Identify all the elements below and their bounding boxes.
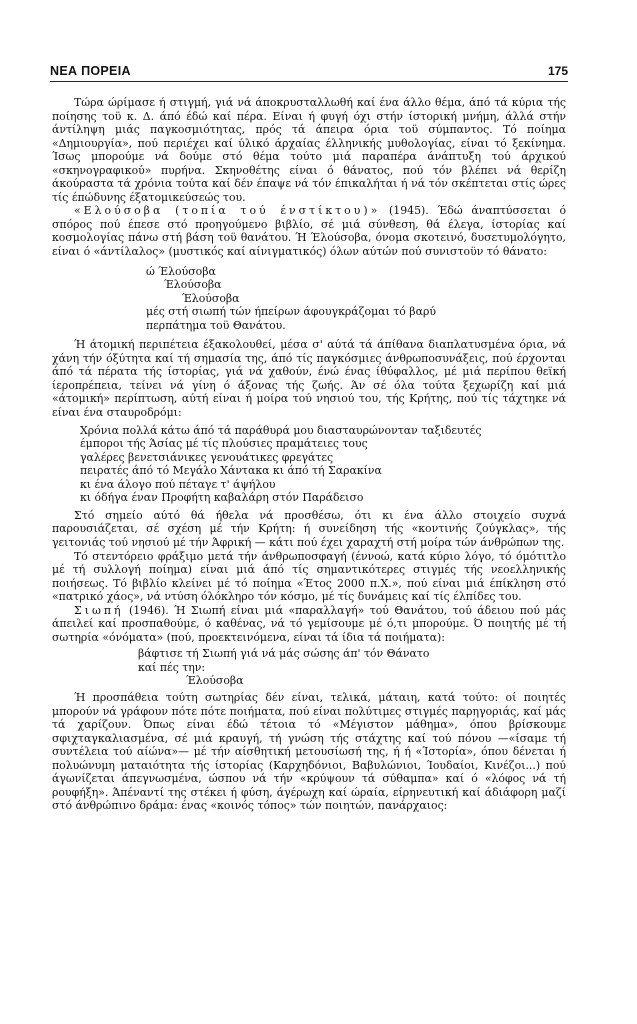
paragraph-6 bbox=[52, 604, 566, 645]
paragraph-3: Ή άτομική περιπέτεια έξακολουθεί, μέσα σ' αύτά τά άπίθανα διαπλατυσμένα όρια, νά χάνη τήν όξύτητα καί τή σημασία της, άπό τίς παγκόσμιες άνθρωποσυνάξεις, πού έρχονται άπό τά πέρατα τής ίστορίας, γιά νά χαθούν, ένώ ένας ίθύφαλλος, μέ μιά περίπου θεϊκή ίεροπρέπεια, τείνει νά γίνη ό άξονας τής ζωής. Άν σέ όλα τούτα ξεχωρίζη καί μιά «άτομική» περίπτωση, αύτή είναι ή μοίρα τού νησιού του, τής Κρήτης, πού τίς τάχτηκε νά είναι ένα σταυροδρόμι: bbox=[52, 338, 566, 420]
verse-quote-2 bbox=[80, 424, 566, 505]
verse-line: καί πές την: bbox=[138, 660, 206, 674]
paragraph-1: Τώρα ώρίμασε ή στιγμή, γιά νά άποκρυσταλλωθή καί ένα άλλο θέμα, άπό τά κύρια τής ποίησης τοϋ κ. Δ. άπό έδώ καί πέρα. Είναι ή φυγή όχι στήν ίστορική μνήμη, άλλά στήν άντίληψη μιάς παγκοσμιότητας, πρός τά άπειρα όρια τοϋ σύμπαντος. Τό ποίημα «Δημιουργία», πού περιέχει καί ύλικό άρχαίας έλληνικής μυθολογίας, είναι τό ξεκίνημα. Ίσως μπορούμε νά δούμε στό θέμα τούτο μιά παραπέρα άνάπτυξη τού άρχικού «σκηνογραφικού» πυρήνα. Σκηνοθέτης είναι ό θάνατος, πού τόν βλέπει νά θερίζη άκούραστα τά χρόνια τούτα καί δέν έπαψε νά τόν έπικαλήται ή νά τόν σκέπτεται στίς ώρες τίς έπώδυνης έξατομικεύσεώς του. bbox=[52, 96, 566, 204]
book-title-elousova: «Ελούσοβα (τοπία τού ένστίκτου)» bbox=[74, 204, 381, 218]
verse-line: κι όδήγα έναν Προφήτη καβαλάρη στόν Παράδεισο bbox=[80, 491, 364, 505]
verse-quote-3 bbox=[138, 647, 566, 688]
journal-title: ΝΕΑ ΠΟΡΕΙΑ bbox=[50, 64, 131, 78]
verse-line: έμποροι τής Άσίας μέ τίς πλούσιες πραμάτειες τους bbox=[80, 437, 368, 451]
article-body bbox=[52, 96, 566, 813]
verse-line: πειρατές άπό τό Μεγάλο Χάντακα κι άπό τή Σαρακίνα bbox=[80, 464, 382, 478]
verse-line: μές στή σιωπή τών ήπείρων άφουγκράζομαι τό βαρύ bbox=[146, 305, 436, 319]
paragraph-4: Στό σημείο αύτό θά ήθελα νά προσθέσω, ότι κι ένα άλλο στοιχείο συχνά παρουσιάζεται, σέ σχέση μέ τήν Κρήτη: ή συνείδηση τής «κοντινής ζούγκλας», τής γειτονιάς τού νησιού μέ τήν Άφρική — κάτι πού έχει χαραχτή στή μοίρα τών άνθρώπων της. bbox=[52, 508, 566, 549]
verse-line: Έλούσοβα bbox=[186, 674, 244, 688]
verse-line: Έλούσοβα bbox=[182, 291, 240, 305]
paragraph-6-text: (1946). Ή Σιωπή είναι μιά «παραλλαγή» τού Θανάτου, τού άδειου πού μάς άπειλεί καί προσπαθούμε, ό καθένας, νά τό γεμίσουμε μέ ό,τι μπορούμε. Ό ποιητής μέ τή σωτηρία «όνόματα» (πού, προεκτεινόμενα, είναι τά ίδια τά ποιήματα): bbox=[52, 603, 566, 644]
paragraph-2-text: (1945). Έδώ άναπτύσσεται ό σπόρος πού έπεσε στό προηγούμενο βιβλίο, σέ μιά σύνθεση, θά έλεγα, ίστορίας καί κοσμολογίας πάνω στή βάση τοϋ θανάτου. Ή Έλούσοβα, όνομα σκοτεινό, δυσετυμολόγητο, είναι ό «άντίλαλος» (μυστικός καί αίνιγματικός) όλων αύτών πού συνιστοϋν τό θάνατο: bbox=[52, 204, 567, 259]
paragraph-5: Τό στεντόρειο φράξιμο μετά τήν άνθρωποσφαγή (έννοώ, κατά κύριο λόγο, τό όμότιτλο μέ τή συλλογή ποίημα) είναι μιά άπό τίς σημαντικότερες στιγμές τής νεοελληνικής ποιήσεως. Τό βιβλίο κλείνει μέ τό ποίημα «Έτος 2000 π.Χ.», πού είναι μιά έπίκληση στό «πατρικό χάος», νά ντύση όλόκληρο τόν κόσμο, μέ τίς δυνάμεις καί τίς έλπίδες του. bbox=[52, 549, 566, 604]
verse-line: Έλούσοβα bbox=[164, 278, 222, 292]
verse-line: ώ Έλούσοβα bbox=[146, 264, 216, 278]
page-number: 175 bbox=[547, 64, 568, 78]
verse-line: Χρόνια πολλά κάτω άπό τά παράθυρά μου διασταυρώνονταν ταξιδευτές bbox=[80, 423, 482, 437]
verse-line: βάφτισε τή Σιωπή γιά νά μάς σώσης άπ' τόν Θάνατο bbox=[138, 647, 430, 661]
verse-line: γαλέρες βενετσιάνικες γενουάτικες φρεγάτες bbox=[80, 450, 334, 464]
verse-line: κι ένα άλογο πού πέταγε τ' άψήλου bbox=[80, 477, 276, 491]
running-header bbox=[50, 64, 568, 82]
verse-quote-1 bbox=[146, 265, 566, 333]
book-title-siopi: Σιωπή bbox=[74, 603, 124, 617]
paragraph-2 bbox=[52, 204, 566, 258]
paragraph-7: Ή προσπάθεια τούτη σωτηρίας δέν είναι, τελικά, μάταιη, κατά τούτο: οί ποιητές μπορούν νά γράφουν πότε πότε ποιήματα, πού είναι πολύτιμες στιγμές παρηγοριάς, καί μάς τά χαρίζουν. Όπως είναι έδώ τέτοια τό «Μέγιστον μάθημα», όπου βρίσκουμε σφιχταγκαλιασμένα, σέ μιά κραυγή, τή γνώση τής στάχτης καί τού πόνου —«ίσαμε τή συντέλεια τού αίώνα»— μέ τήν αίσθητική μετουσίωσή της, ή ή «Ίστορία», όπου δένεται ή πολυώνυμη ματαιότητα τής ίστορίας (Καρχηδόνιοι, Βαβυλώνιοι, Ίουδαίοι, Κινέζοι...) πού άγωνίζεται άπεγνωσμένα, ώσπου νά τήν «κρύψουν τά σύθαμπα» καί ό «λόφος νά τή ρουφήξη». Άπέναντί της στέκει ή φύση, άγέρωχη καί ώραία, είρηνευτική καί άδιάφορη μαζί στό άνθρώπινο δράμα: ένας «κοινός τόπος» τών ποιητών, πανάρχαιος: bbox=[52, 690, 566, 813]
verse-line: περπάτημα τοϋ Θανάτου. bbox=[146, 318, 286, 332]
header-rule bbox=[50, 81, 568, 82]
